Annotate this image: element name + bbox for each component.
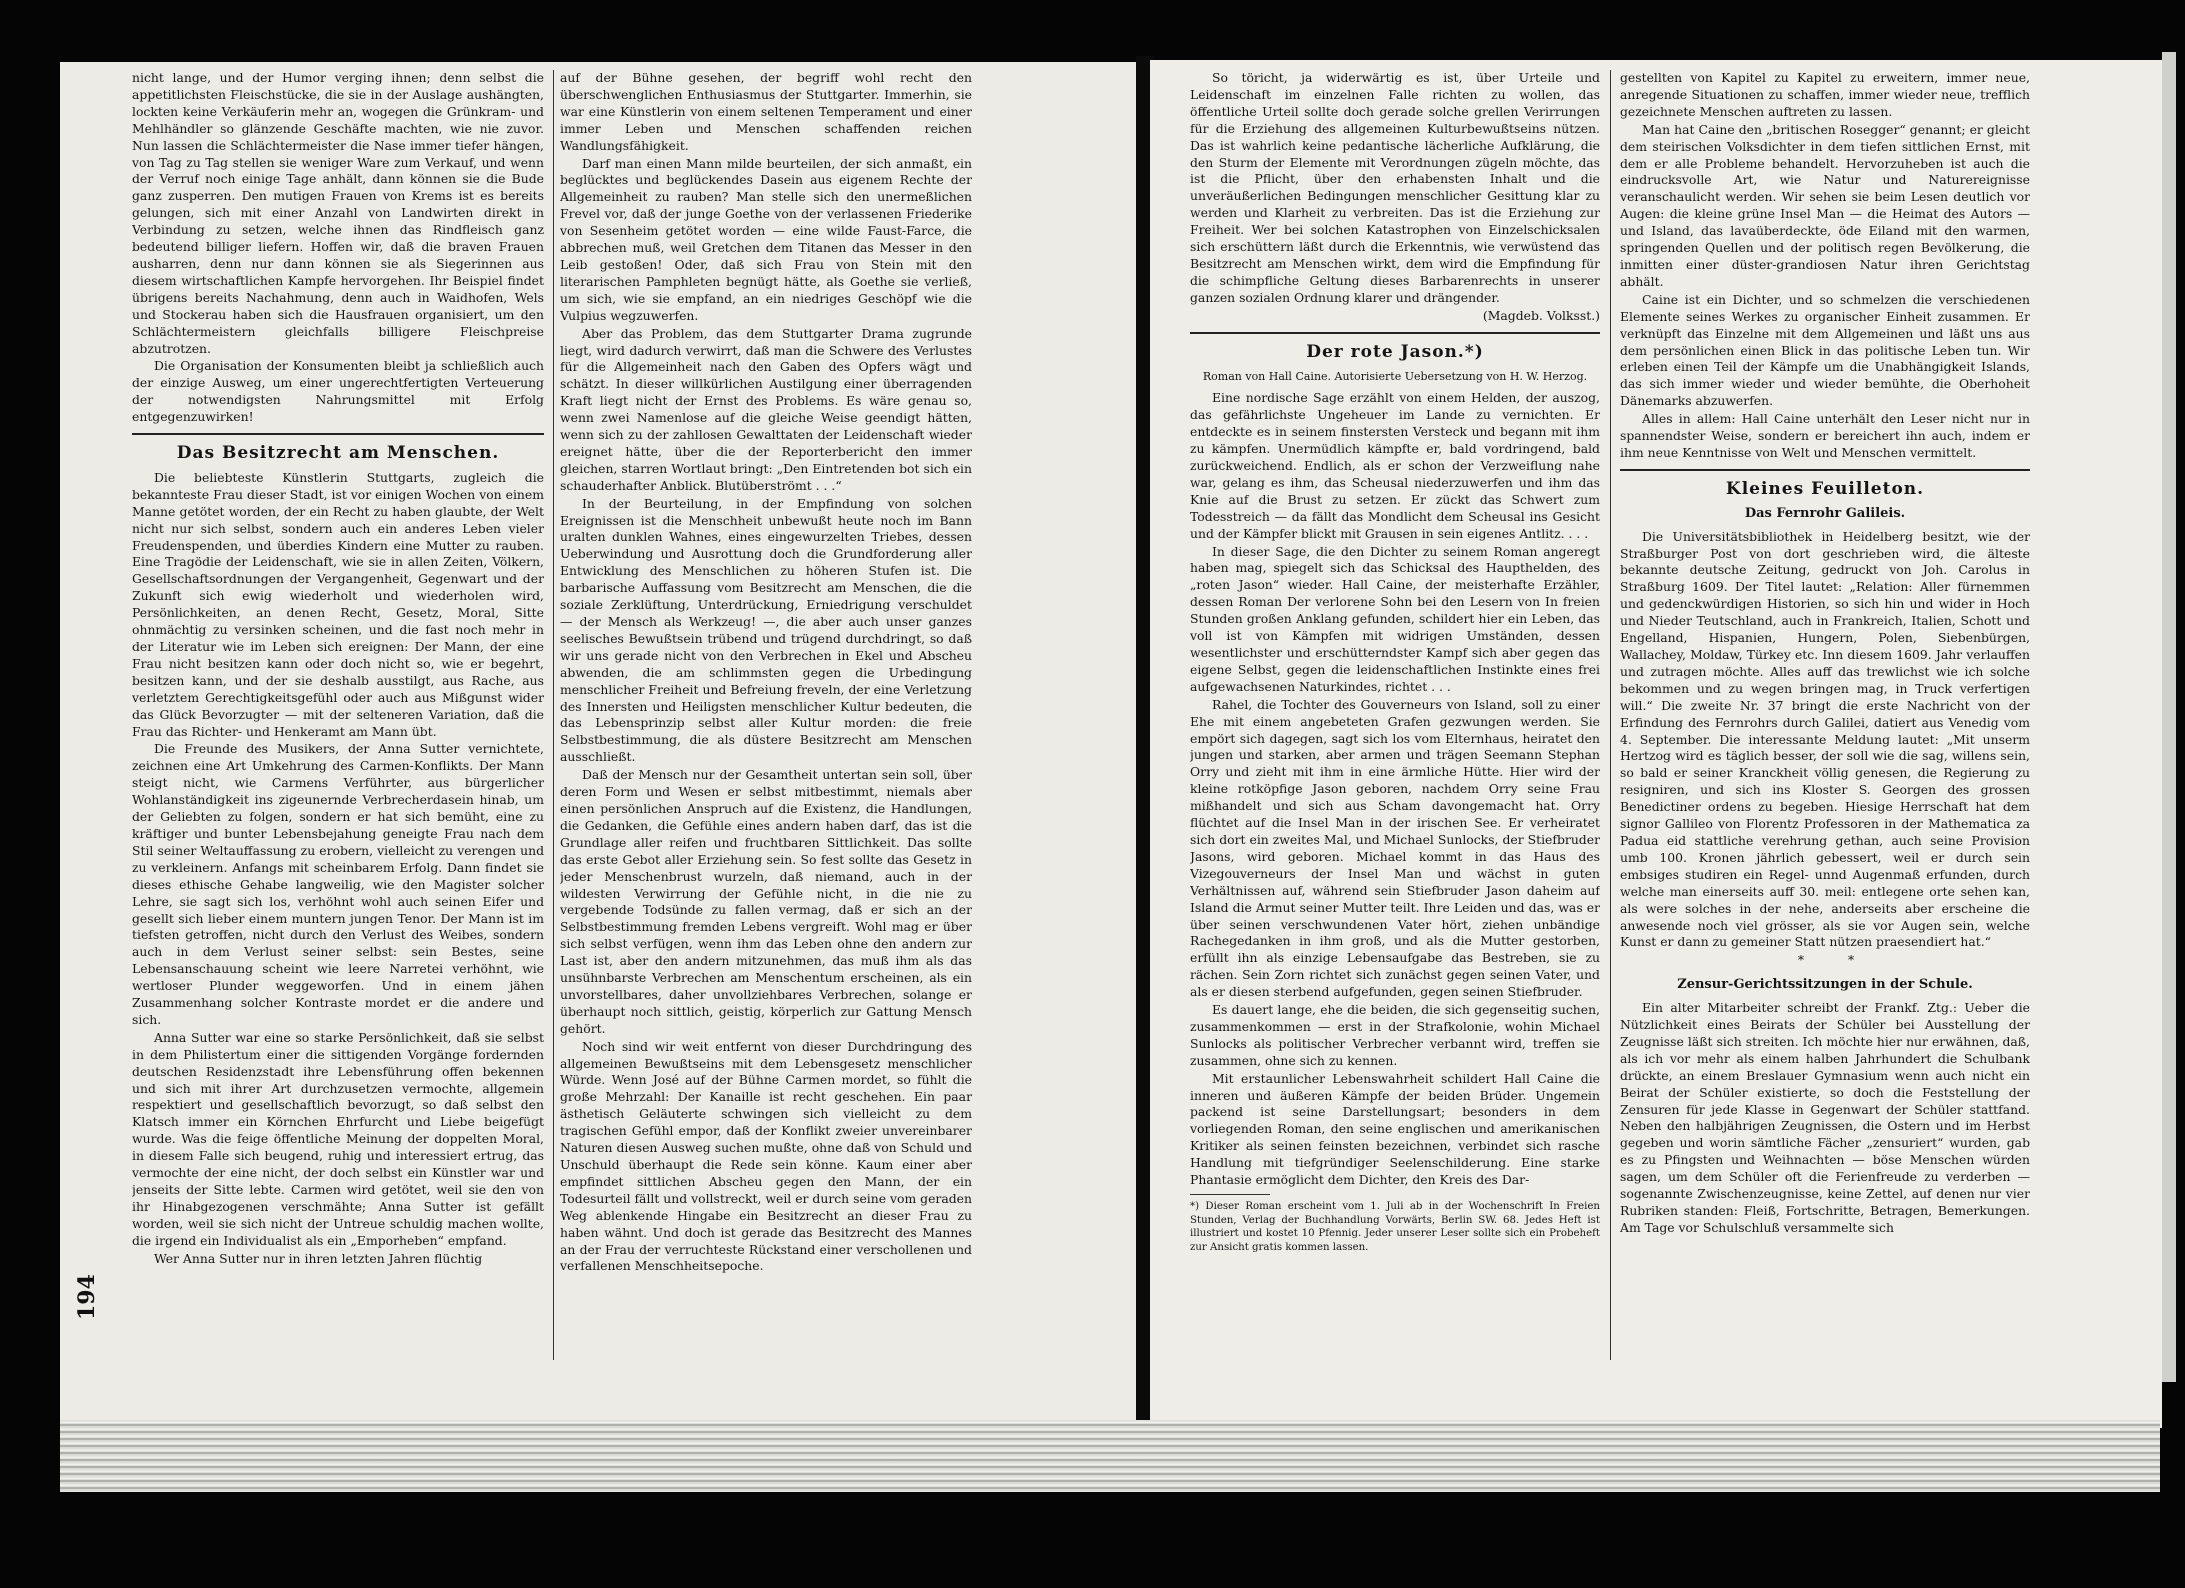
paragraph: Eine nordische Sage erzählt von einem Helden, der auszog, das gefährlichste Ungeheuer im Lande zu vernichten. Er entdeckte es in seinem finstersten Versteck und begann mit ihm zu kämpfen. Unermüdlich kämpfte er, bald vordringend, bald zurückweichend. Endlich, als er schon der Verzweiflung nahe war, gelang es ihm, das Scheusal niederzuwerfen und ihm das Knie auf die Brust zu setzen. Er zückt das Schwert zum Todesstreich — da fällt das Mondlicht dem Scheusal ins Gesicht und der Kämpfer blickt mit Grausen in sein eigenes Antlitz. . . . [1190,390,1600,541]
left-column-2 [560,70,972,1276]
paragraph: Mit erstaunlicher Lebenswahrheit schildert Hall Caine die inneren und äußeren Kämpfe der beiden Brüder. Ungemein packend ist seine Darstellungsart; besonders in dem vorliegenden Roman, den seine englischen und amerikanischen Kritiker als seinen feinsten bezeichnen, verbindet sich rasche Handlung mit tiefgründiger Seelenschilderung. Eine starke Phantasie ermöglicht dem Dichter, den Kreis des Dar- [1190,1070,1600,1188]
paragraph: Daß der Mensch nur der Gesamtheit untertan sein soll, über deren Form und Wesen er selbst mitbestimmt, niemals aber einen persönlichen Anspruch auf die Existenz, die Handlungen, die Gedanken, die Gefühle eines andern haben darf, das ist die Grundlage aller reifen und fruchtbaren Sittlichkeit. Das sollte das erste Gebot aller Erziehung sein. So fest sollte das Gesetz in jeder Menschenbrust wurzeln, daß niemand, auch in der wildesten Verwirrung der Gefühle nicht, in die nie zu vergebende Todsünde zu fallen vermag, daß er sich an der Selbstbestimmung fremden Lebens vergreift. Wohl mag er über sich selbst verfügen, wenn ihm das Leben ohne den andern zur Last ist, aber den andern mitzunehmen, das muß ihm als das unsühnbarste Verbrechen am Menschentum erscheinen, als ein unvorstellbares, daher unvollziehbares Verbrechen, solange er überhaupt noch sittlich, geistig, körperlich zur Gattung Mensch gehört. [560,767,972,1036]
paragraph: Die Organisation der Konsumenten bleibt ja schließlich auch der einzige Ausweg, um einer ungerechtfertigten Verteuerung der notwendigsten Nahrungsmittel mit Erfolg entgegenzuwirken! [132,358,544,425]
paragraph: Die Universitätsbibliothek in Heidelberg besitzt, wie der Straßburger Post von dort geschrieben wird, die älteste bekannte deutsche Zeitung, gedruckt von Joh. Carolus in Straßburg 1609. Der Titel lautet: „Relation: Aller fürnemmen und gedenckwürdigen Historien, so sich hin und wider in Hoch und Nieder Teutschland, auch in Frankreich, Italien, Schott und Engelland, Hispanien, Hungern, Polen, Siebenbürgen, Wallachey, Moldaw, Türkey etc. Inn diesem 1609. Jahr verlauffen und zutragen möchte. Alles auff das trewlichst wie ich solche bekommen und zu wegen bringen mag, in Truck verfertigen will.“ Die zweite Nr. 37 bringt die erste Nachricht von der Erfindung des Fernrohrs durch Galilei, datiert aus Venedig vom 4. September. Die interessante Meldung lautet: „Mit unserm Hertzog wird es täglich besser, der soll wie die sag, willens sein, so bald er seiner Kranckheit völlig genesen, die Regierung zu resigniren, und sich ins Kloster S. Georgen des grossen Benedictiner ordens zu begeben. Hiesige Herrschaft hat dem signor Gallileo von Florentz Professoren in der Mathematica za Padua eid stattliche verehrung gethan, auch seine Provision umb 100. Kronen jährlich gebessert, weil er durch sein embsiges studiren ein Regel- unnd Augenmaß erfunden, durch welche man einerseits auff 30. meil: entlegene orte sehen kan, als were solches in der nehe, anderseits aber erscheine die anwesende noch viel grösser, als sie vor Augen sein, welche Kunst er dann zu gemeiner Statt nützen praesendiert hat.“ [1620,528,2030,950]
paragraph: In dieser Sage, die den Dichter zu seinem Roman angeregt haben mag, spiegelt sich das Schicksal des Haupthelden, des „roten Jason“ wieder. Hall Caine, der meisterhafte Erzähler, dessen Roman Der verlorene Sohn bei den Lesern von In freien Stunden großen Anklang gefunden, schildert hier ein Leben, das voll ist von Kämpfen mit widrigen Umständen, dessen wesentlichster und erschütterndster Kampf sich aber gegen das eigene Selbst, gegen die leidenschaftlichen Instinkte eines frei aufgewachsenen Naturkindes, richtet . . . [1190,543,1600,694]
separator-stars: * * [1797,952,1875,968]
paragraph: Die Freunde des Musikers, der Anna Sutter vernichtete, zeichnen eine Art Umkehrung des Carmen-Konflikts. Der Mann steigt nicht, wie Carmens Verführter, aus bürgerlicher Wohlanständigkeit ins zigeunernde Verbrecherdasein hinab, um der Geliebten zu folgen, sondern er hat sich bemüht, eine zu kräftiger und bunter Lebensbejahung geneigte Frau nach dem Stil seiner Weltauffassung zu erobern, vielleicht zu verengen und zu verkleinern. Anfangs mit scheinbarem Erfolg. Dann findet sie dieses ethische Gehabe langweilig, wie den Magister solcher Lehre, sie sagt sich los, verhöhnt wohl auch seinen Eifer und gesellt sich lieber einem muntern jungen Tenor. Der Mann ist im tiefsten getroffen, nicht durch den Verlust des Weibes, sondern auch in dem Verlust seiner selbst: sein Bestes, seine Lebensanschauung scheint wie leere Narretei verhöhnt, wie wertloser Plunder weggeworfen. Und in einem jähen Zusammenhang solcher Kontraste mordet er die andere und sich. [132,741,544,1027]
paragraph: Es dauert lange, ehe die beiden, die sich gegenseitig suchen, zusammenkommen — erst in der Strafkolonie, wohin Michael Sunlocks als politischer Verbrecher verbannt wird, treffen sie zusammen, ohne sich zu kennen. [1190,1002,1600,1068]
paragraph: Aber das Problem, das dem Stuttgarter Drama zugrunde liegt, wird dadurch verwirrt, daß man die Schwere des Verlustes für die Allgemeinheit nach den Gaben des Opfers wägt und schätzt. In dieser willkürlichen Austilgung einer überragenden Kraft liegt nicht der Ernst des Problems. Es wäre genau so, wenn zwei Namenlose auf die gleiche Weise geendigt hätten, wenn sich zu der zahllosen Gewalttaten der Leidenschaft wieder ereignet hätte, über die der Reporterbericht den immer gleichen, starren Wortlaut bringt: „Den Eintretenden bot sich ein schauderhafter Anblick. Blutüberströmt . . .“ [560,325,972,493]
section-heading: Kleines Feuilleton. [1725,478,1925,499]
paragraph: So töricht, ja widerwärtig es ist, über Urteile und Leidenschaft im einzelnen Falle richten zu wollen, das öffentliche Urteil sollte doch gerade solche grellen Verirrungen für die Erziehung des allgemeinen Kulturbewußtseins nützen. Das ist wahrlich keine pedantische lächerliche Aufklärung, die den Sturm der Elemente mit Verordnungen zügeln möchte, das ist die Pflicht, über den erhabensten Inhalt und die unveräußerlichen Bedingungen menschlicher Gesittung klar zu werden und Klarheit zu verbreiten. Das ist die Erziehung zur Freiheit. Wer bei solchen Katastrophen von Einzelschicksalen sich erschüttern läßt durch die Erkenntnis, wie verwüstend das Besitzrecht am Menschen wirkt, dem wird die Empfindung für die schimpfliche Geltung dieses Barbarenrechts in unserer ganzen sozialen Ordnung klarer und drängender. [1190,70,1600,305]
divider [132,433,544,435]
page-edge-right [2162,52,2176,1382]
source-note: (Magdeb. Volksst.) [1482,307,1600,323]
paragraph: Wer Anna Sutter nur in ihren letzten Jahren flüchtig [154,1250,483,1266]
divider [1620,469,2030,471]
paragraph: Darf man einen Mann milde beurteilen, der sich anmaßt, ein beglücktes und beglückendes Dasein aus eigenem Rechte der Allgemeinheit zu rauben? Man stelle sich den unermeßlichen Frevel vor, daß der junge Goethe von der verlassenen Friederike von Sesenheim getötet worden — eine wilde Faust-Farce, die abbrechen muß, weil Gretchen dem Titanen das Messer in den Leib gestoßen! Oder, daß sich Frau von Stein mit den literarischen Pamphleten begnügt hätte, als Goethe sie verließ, um sich, wie sie empfand, an ein niedriges Geschöpf wie die Vulpius wegzuwerfen. [560,155,972,323]
article-subheading: Das Fernrohr Galileis. [1744,505,1906,521]
page-edge-bottom [60,1420,2160,1492]
paragraph: Ein alter Mitarbeiter schreibt der Frankf. Ztg.: Ueber die Nützlichkeit eines Beirats der Schüler bei Ausstellung der Zeugnisse läßt sich streiten. Ich möchte hier nur erwähnen, daß, als ich vor mehr als einem halben Jahrhundert die Schulbank drückte, an einem Breslauer Gymnasium wenn auch nicht ein Beirat der Schüler existierte, so doch die Feststellung der Zensuren für jede Klasse in Gegenwart der Schüler stattfand. Neben den halbjährigen Zeugnissen, die Ostern und im Herbst gegeben und worin sämtliche Fächer „zensuriert“ wurden, gab es zu Pfingsten und Weihnachten — böse Menschen würden sagen, um dem Schüler oft die Ferienfreude zu verderben — sogenannte Zwischenzeugnisse, keine Zettel, auf denen nur vier Rubriken standen: Fleiß, Fortschritte, Betragen, Bemerkungen. Am Tage vor Schulschluß versammelte sich [1620,1000,2030,1235]
paragraph: auf der Bühne gesehen, der begriff wohl recht den überschwenglichen Enthusiasmus der Stuttgarter. Immerhin, sie war eine Künstlerin von einem seltenen Temperament und einer immer Leben und Menschen schaffenden reichen Wandlungsfähigkeit. [560,70,972,153]
article-subheading: Zensur-Gerichtssitzungen in der Schule. [1677,977,1973,993]
paragraph: Caine ist ein Dichter, und so schmelzen die verschiedenen Elemente seines Werkes zu organischer Einheit zusammen. Er verknüpft das Einzelne mit dem Allgemeinen und läßt uns aus dem persönlichen einen Blick in das politische Leben tun. Wir erleben einen Teil der Kämpfe um die Unabhängigkeit Islands, das sich immer wieder und wieder bemühte, die Oberhoheit Dänemarks abzuwerfen. [1620,291,2030,409]
paragraph: Man hat Caine den „britischen Rosegger“ genannt; er gleicht dem steirischen Volksdichter in dem tiefen sittlichen Ernst, mit dem er alle Probleme behandelt. Hervorzuheben ist auch die eindrucksvolle Art, wie Natur und Naturereignisse veranschaulicht werden. Wir sehen sie beim Lesen deutlich vor Augen: die kleine grüne Insel Man — die Heimat des Autors — und Island, das lavaüberdeckte, öde Eiland mit den warmen, springenden Quellen und der politisch regen Bevölkerung, die inmitten einer düster-grandiosen Natur ihren Gerichtstag abhält. [1620,121,2030,289]
column-rule [553,70,554,1360]
paragraph: Noch sind wir weit entfernt von dieser Durchdringung des allgemeinen Bewußtseins mit dem Lebensgesetz menschlicher Würde. Wenn José auf der Bühne Carmen mordet, so fühlt die große Mehrzahl: Der Kanaille ist recht geschehen. Ein paar ästhetisch Geläuterte schwingen sich vielleicht zu dem tragischen Gefühl empor, daß der Konflikt zweier unvereinbarer Naturen diesen Ausweg suchen mußte, ohne daß von Schuld und Unschuld überhaupt die Rede sein könne. Kaum einer aber empfindet sittlichen Abscheu gegen den Mann, der ein Todesurteil fällt und vollstreckt, weil er durch seine vom geraden Weg ablenkende Hingabe ein Besitzrecht an dieser Frau zu haben wähnt. Und doch ist gerade das Besitzrecht des Mannes an der Frau der verruchteste Rückstand einer verschollenen und verfallenen Menschheitsepoche. [560,1038,972,1274]
footnote: *) Dieser Roman erscheint vom 1. Juli ab in der Wochenschrift In Freien Stunden, Verlag der Buchhandlung Vorwärts, Berlin SW. 68. Jedes Heft ist illustriert und kostet 10 Pfennig. Jeder unserer Leser sollte sich ein Probeheft zur Ansicht gratis kommen lassen. [1190,1201,1600,1253]
column-rule [1610,70,1611,1360]
byline: Roman von Hall Caine. Autorisierte Uebersetzung von H. W. Herzog. [1202,369,1588,383]
divider [1190,332,1600,334]
left-column-1 [132,70,544,1269]
paragraph: Die beliebteste Künstlerin Stuttgarts, zugleich die bekannteste Frau dieser Stadt, ist vor einigen Wochen von einem Manne getötet worden, der ein Recht zu haben glaubte, der Welt nicht nur sich selbst, sondern auch ein anderes Leben vieler Freudenspenden, und überdies Kindern eine Mutter zu rauben. Eine Tragödie der Leidenschaft, wie sie in allen Zeiten, Völkern, Gesellschaftsordnungen der Vergangenheit, Gegenwart und der Zukunft sich ewig wiederholt und wiederholen wird, Persönlichkeiten, an denen Recht, Gesetz, Moral, Sitte ohnmächtig zu versinken scheinen, und die fast noch mehr in der Literatur wie im Leben sich ereignen: Der Mann, der eine Frau nicht besitzen kann oder doch nicht so, wie er begehrt, besitzen kann, und der sie deshalb ausstilgt, aus Rache, aus verletztem Gerechtigkeitsgefühl oder auch aus Mißgunst wider das Glück Bevorzugter — mit der selteneren Variation, daß die Frau das Richter- und Henkeramt am Mann übt. [132,469,544,739]
right-column-2 [1620,70,2030,1238]
page-number: 194 [74,1274,100,1320]
paragraph: gestellten von Kapitel zu Kapitel zu erweitern, immer neue, anregende Situationen zu schaffen, immer wieder neue, trefflich gezeichnete Menschen auftreten zu lassen. [1620,70,2030,119]
paragraph: Anna Sutter war eine so starke Persönlichkeit, daß sie selbst in dem Philistertum einer die sittigenden Vorgänge fordernden deutschen Residenzstadt ihre Lebensführung offen bekennen und sich mit ihrer Art durchzusetzen vermochte, allgemein respektiert und gesellschaftlich bevorzugt, so daß selbst den Klatsch immer ein Körnchen Ehrfurcht und Liebe beigefügt wurde. Was die feige öffentliche Meinung der doppelten Moral, in diesem Falle sich beugend, ruhig und interessiert ertrug, das vermochte der eine nicht, der doch selbst ein Künstler war und jenseits der Sitte lebte. Carmen wird getötet, weil sie den von ihr Hinabgezogenen verschmähte; Anna Sutter ist gefällt worden, weil sie sich nicht der Untreue schuldig machen wollte, die irgend ein Individualist als ein „Emporheben“ empfand. [132,1029,544,1248]
paragraph: Rahel, die Tochter des Gouverneurs von Island, soll zu einer Ehe mit einem angebeteten Grafen gezwungen werden. Sie empört sich dagegen, sagt sich los vom Elternhaus, heiratet den jungen und starken, aber armen und trägen Seemann Stephan Orry und zieht mit ihm in eine ärmliche Hütte. Hier wird der kleine rotköpfige Jason geboren, nachdem Orry seine Frau mißhandelt und sich aus Scham davongemacht hat. Orry flüchtet auf die Insel Man in der irischen See. Er verheiratet sich dort ein zweites Mal, und Michael Sunlocks, der Stiefbruder Jasons, wird geboren. Michael kommt in das Haus des Vizegouverneurs der Insel Man und wächst in guten Verhältnissen auf, während sein Stiefbruder Jason daheim auf Island die Armut seiner Mutter teilt. Ihre Leiden und das, was er über seinen verschwundenen Vater hört, ziehen unbändige Rachegedanken in ihm groß, und als die Mutter gestorben, erfüllt ihn als einzige Lebensaufgabe das Bestreben, sie zu rächen. Sein Zorn richtet sich zunächst gegen seinen Vater, und als er diesen sterbend aufgefunden, gegen seinen Stiefbruder. [1190,696,1600,1000]
paragraph: nicht lange, und der Humor verging ihnen; denn selbst die appetitlichsten Fleischstücke, die sie in der Auslage aushängten, lockten keine Verkäuferin mehr an, wogegen die Grünkram- und Mehlhändler so glänzende Geschäfte machten, wie nie zuvor. Nun lassen die Schlächtermeister die Nase immer tiefer hängen, von Tag zu Tag stellen sie weniger Ware zum Verkauf, und wenn der Verruf noch einige Tage anhält, dann können sie die Bude ganz zusperren. Den mutigen Frauen von Krems ist es bereits gelungen, sich mit einer Anzahl von Landwirten direkt in Verbindung zu setzen, welche ihnen das Rindfleisch ganz bedeutend billiger liefern. Hoffen wir, daß die braven Frauen ausharren, denn nur dann können sie als Siegerinnen aus diesem wirtschaftlichen Kampfe hervorgehen. Ihr Beispiel findet übrigens bereits Nachahmung, denn auch in Waidhofen, Wels und Stockerau haben sich die Hausfrauen organisiert, um den Schlächtermeistern gleichfalls billigere Fleischpreise abzutrotzen. [132,70,544,356]
paragraph: Alles in allem: Hall Caine unterhält den Leser nicht nur in spannendster Weise, sondern er bereichert ihn auch, indem er ihm neue Kenntnisse von Welt und Menschen vermittelt. [1620,411,2030,460]
right-column-1 [1190,70,1600,1255]
article-heading: Der rote Jason.*) [1306,341,1484,362]
article-heading: Das Besitzrecht am Menschen. [176,443,500,464]
paragraph: In der Beurteilung, in der Empfindung von solchen Ereignissen ist die Menschheit unbewußt heute noch im Bann uralten dunklen Wahnes, eines eingewurzelten Triebes, dessen Ueberwindung und Ausrottung doch die Grundforderung aller Entwicklung des Menschlichen zu höheren Stufen ist. Die barbarische Auffassung vom Besitzrecht am Menschen, die die soziale Zerklüftung, Unterdrückung, Erniedrigung verschuldet — der Mensch als Werkzeug! —, die aber auch unser ganzes seelisches Bewußtsein trübend und trügend durchdringt, so daß wir uns gerade nicht von den Verbrechen in Ekel und Abscheu abwenden, die am schlimmsten gegen die Urbedingung menschlicher Freiheit und Befreiung freveln, der eine Verletzung des Innersten und Heiligsten menschlicher Kultur bedeuten, die das Lebensprinzip selbst aller Kultur morden: die freie Selbstbestimmung, die als düstere Besitzrecht am Menschen ausschließt. [560,495,972,765]
footnote-rule [1190,1194,1270,1195]
